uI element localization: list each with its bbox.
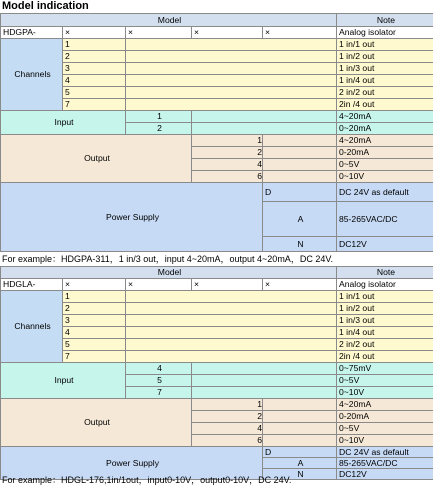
output-code: 4 xyxy=(192,423,263,435)
filler-cell xyxy=(126,303,337,315)
output-code: 6 xyxy=(192,435,263,447)
placeholder-mark: × xyxy=(63,279,126,291)
output-code: 2 xyxy=(192,411,263,423)
power-code: A xyxy=(263,458,337,469)
hdgpa-model-table xyxy=(0,13,433,252)
model-column-header: Model xyxy=(1,267,337,279)
table-header-row xyxy=(1,267,433,279)
channel-code: 5 xyxy=(63,87,126,99)
table-row xyxy=(1,183,433,202)
output-note: 0-20mA xyxy=(337,411,433,423)
placeholder-mark: × xyxy=(263,279,337,291)
page-title: Model indication xyxy=(2,0,89,12)
filler-cell xyxy=(126,291,337,303)
channel-code: 4 xyxy=(63,75,126,87)
filler-cell xyxy=(263,171,337,183)
channel-note: 2in /4 out xyxy=(337,99,433,111)
input-note: 0~10V xyxy=(337,387,433,399)
placeholder-mark: × xyxy=(63,27,126,39)
power-note: 85-265VAC/DC xyxy=(337,458,433,469)
filler-cell xyxy=(192,375,337,387)
power-code: N xyxy=(263,237,337,252)
output-note: 4~20mA xyxy=(337,399,433,411)
output-code: 6 xyxy=(192,171,263,183)
filler-cell xyxy=(263,135,337,147)
channel-code: 2 xyxy=(63,51,126,63)
placeholder-mark: × xyxy=(263,27,337,39)
table-row xyxy=(1,339,433,351)
prefix-note: Analog isolator xyxy=(337,27,433,39)
filler-cell xyxy=(126,75,337,87)
channel-code: 4 xyxy=(63,327,126,339)
table-row xyxy=(1,447,433,458)
filler-cell xyxy=(126,339,337,351)
output-code: 4 xyxy=(192,159,263,171)
channel-code: 1 xyxy=(63,291,126,303)
input-note: 4~20mA xyxy=(337,111,433,123)
prefix-note: Analog isolator xyxy=(337,279,433,291)
table-header-row xyxy=(1,14,433,27)
hdgla-model-table xyxy=(0,266,433,480)
model-prefix: HDGPA- xyxy=(1,27,63,39)
hdgla-example: For example：HDGL-176,1in/1out，input0-10V，output0-10V，DC 24V. xyxy=(2,475,292,485)
channel-note: 2 in/2 out xyxy=(337,87,433,99)
channel-note: 1 in/2 out xyxy=(337,303,433,315)
output-note: 0~5V xyxy=(337,159,433,171)
power-note: DC 24V as default xyxy=(337,447,433,458)
filler-cell xyxy=(192,123,337,135)
input-note: 0~75mV xyxy=(337,363,433,375)
model-prefix: HDGLA- xyxy=(1,279,63,291)
filler-cell xyxy=(263,435,337,447)
table-row xyxy=(1,111,433,123)
filler-cell xyxy=(126,39,337,51)
channel-note: 1 in/4 out xyxy=(337,327,433,339)
channels-label: Channels xyxy=(1,291,63,363)
input-code: 4 xyxy=(126,363,192,375)
filler-cell xyxy=(126,87,337,99)
input-note: 0~20mA xyxy=(337,123,433,135)
input-code: 7 xyxy=(126,387,192,399)
channel-note: 1 in/3 out xyxy=(337,315,433,327)
placeholder-mark: × xyxy=(192,279,263,291)
channel-code: 7 xyxy=(63,351,126,363)
table-row xyxy=(1,39,433,51)
hdgpa-example: For example：HDGPA-311，1 in/3 out，input 4~20mA，output 4~20mA，DC 24V. xyxy=(2,254,334,264)
filler-cell xyxy=(192,363,337,375)
channel-code: 5 xyxy=(63,339,126,351)
output-note: 0-20mA xyxy=(337,147,433,159)
power-code: A xyxy=(263,202,337,237)
prefix-row xyxy=(1,279,433,291)
power-code: D xyxy=(263,447,337,458)
filler-cell xyxy=(126,51,337,63)
power-note: DC12V xyxy=(337,237,433,252)
output-note: 4~20mA xyxy=(337,135,433,147)
model-column-header: Model xyxy=(1,14,337,27)
filler-cell xyxy=(126,315,337,327)
table-row xyxy=(1,63,433,75)
output-note: 0~5V xyxy=(337,423,433,435)
channel-note: 1 in/2 out xyxy=(337,51,433,63)
power-note: DC12V xyxy=(337,469,433,480)
table-row xyxy=(1,51,433,63)
filler-cell xyxy=(192,387,337,399)
output-label: Output xyxy=(1,399,192,447)
placeholder-mark: × xyxy=(126,279,192,291)
filler-cell xyxy=(263,399,337,411)
channel-note: 1 in/4 out xyxy=(337,75,433,87)
filler-cell xyxy=(126,63,337,75)
channels-label: Channels xyxy=(1,39,63,111)
note-column-header: Note xyxy=(337,14,433,27)
power-note: 85-265VAC/DC xyxy=(337,202,433,237)
channel-code: 1 xyxy=(63,39,126,51)
channel-code: 2 xyxy=(63,303,126,315)
prefix-row xyxy=(1,27,433,39)
channel-code: 3 xyxy=(63,315,126,327)
filler-cell xyxy=(263,423,337,435)
input-code: 5 xyxy=(126,375,192,387)
input-label: Input xyxy=(1,111,126,135)
output-label: Output xyxy=(1,135,192,183)
table-row xyxy=(1,303,433,315)
power-supply-label: Power Supply xyxy=(1,183,263,252)
table-row xyxy=(1,363,433,375)
channel-note: 2in /4 out xyxy=(337,351,433,363)
table-row xyxy=(1,291,433,303)
filler-cell xyxy=(263,147,337,159)
filler-cell xyxy=(263,159,337,171)
table-row xyxy=(1,351,433,363)
table-row xyxy=(1,315,433,327)
filler-cell xyxy=(126,99,337,111)
channel-code: 3 xyxy=(63,63,126,75)
channel-note: 1 in/1 out xyxy=(337,291,433,303)
placeholder-mark: × xyxy=(192,27,263,39)
note-column-header: Note xyxy=(337,267,433,279)
input-note: 0~5V xyxy=(337,375,433,387)
channel-code: 7 xyxy=(63,99,126,111)
output-code: 1 xyxy=(192,135,263,147)
filler-cell xyxy=(126,351,337,363)
channel-note: 1 in/1 out xyxy=(337,39,433,51)
table-row xyxy=(1,87,433,99)
filler-cell xyxy=(263,411,337,423)
output-code: 2 xyxy=(192,147,263,159)
channel-note: 1 in/3 out xyxy=(337,63,433,75)
output-note: 0~10V xyxy=(337,171,433,183)
table-row xyxy=(1,399,433,411)
table-row xyxy=(1,75,433,87)
filler-cell xyxy=(126,327,337,339)
filler-cell xyxy=(192,111,337,123)
power-supply-label: Power Supply xyxy=(1,447,263,480)
output-note: 0~10V xyxy=(337,435,433,447)
power-code: N xyxy=(263,469,337,480)
table-row xyxy=(1,135,433,147)
table-row xyxy=(1,99,433,111)
placeholder-mark: × xyxy=(126,27,192,39)
output-code: 1 xyxy=(192,399,263,411)
table-row xyxy=(1,327,433,339)
input-code: 1 xyxy=(126,111,192,123)
power-note: DC 24V as default xyxy=(337,183,433,202)
channel-note: 2 in/2 out xyxy=(337,339,433,351)
power-code: D xyxy=(263,183,337,202)
input-code: 2 xyxy=(126,123,192,135)
input-label: Input xyxy=(1,363,126,399)
